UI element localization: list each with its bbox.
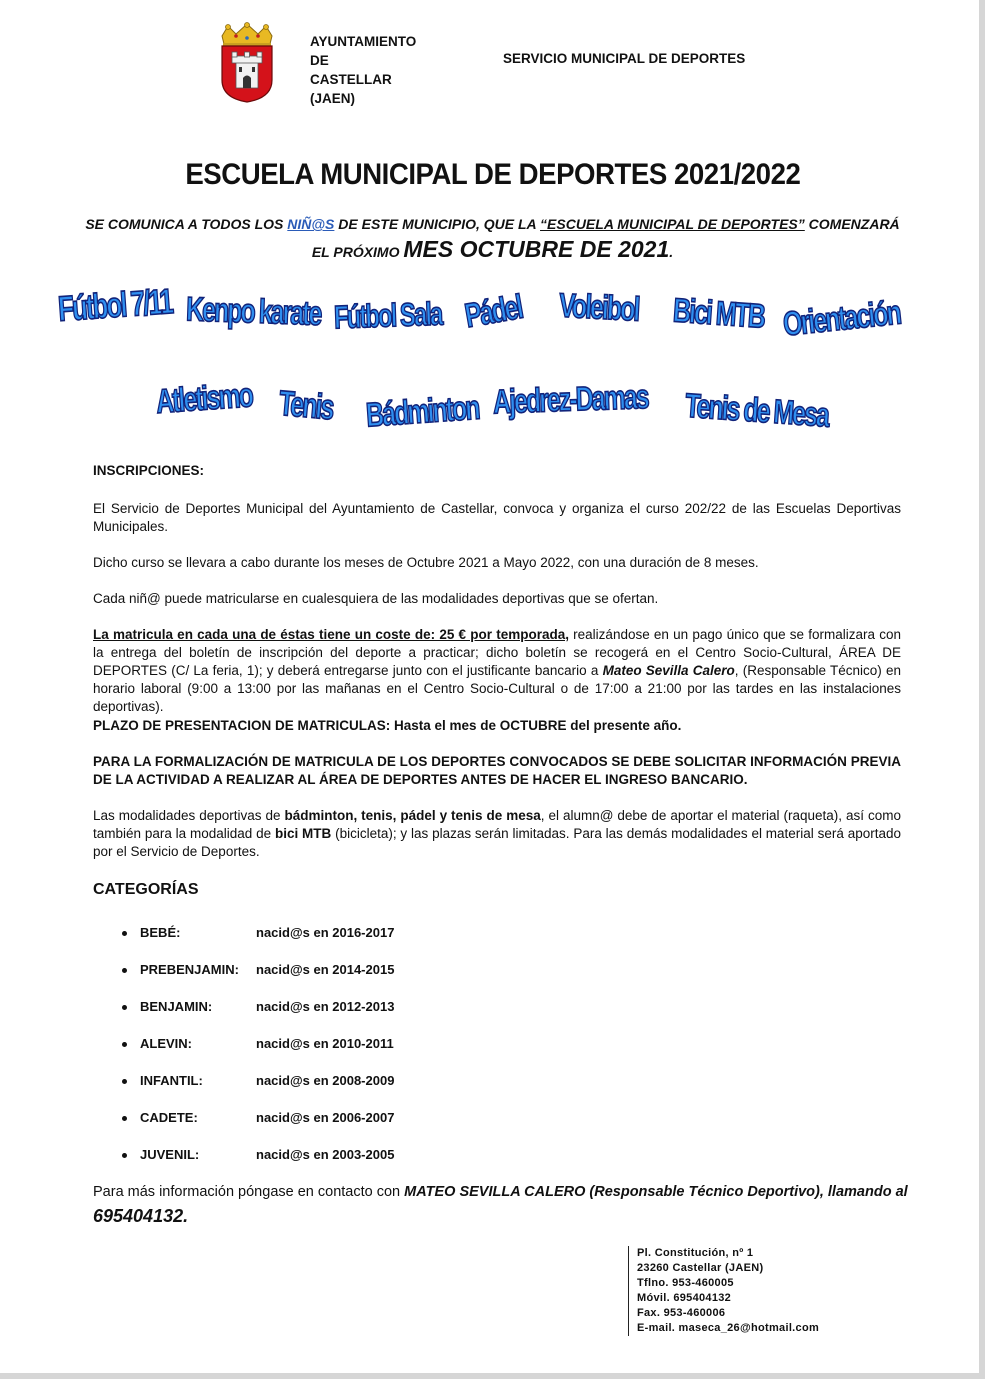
sport-ajedrez-damas: Ajedrez-Damas	[492, 378, 649, 422]
bullet-icon	[122, 1005, 127, 1010]
category-name: CADETE:	[140, 1110, 198, 1125]
category-name: PREBENJAMIN:	[140, 962, 239, 977]
inscriptions-paragraph-2: Dicho curso se llevara a cabo durante los meses de Octubre 2021 a Mayo 2022, con una duración de 8 meses.	[93, 555, 759, 570]
page-edge-bottom	[0, 1373, 985, 1379]
address-line: E-mail. maseca_26@hotmail.com	[637, 1322, 820, 1334]
organization-name	[310, 32, 416, 108]
material-text: (bicicleta); y las plazas serán limitadas. Para las demás modalidades el material será aportado por el Servicio de Deportes.	[93, 826, 901, 859]
material-paragraph	[93, 807, 901, 861]
document-title: ESCUELA MUNICIPAL DE DEPORTES 2021/2022	[185, 158, 801, 191]
contact-phone: 695404132.	[93, 1206, 189, 1226]
category-years: nacid@s en 2012-2013	[256, 999, 395, 1014]
address-line: Tflno. 953-460005	[637, 1277, 734, 1289]
org-line: CASTELLAR	[310, 72, 392, 87]
ninos-link: NIÑ@S	[287, 216, 335, 232]
inscriptions-paragraph-3: Cada niñ@ puede matricularse en cualesquiera de las modalidades deportivas que se ofertan.	[93, 591, 659, 606]
sport-orientacion: Orientación	[781, 293, 902, 344]
categories-heading: CATEGORÍAS	[93, 881, 199, 898]
address-line: Pl. Constitución, nº 1	[637, 1247, 754, 1259]
intro-text: SE COMUNICA A TODOS LOS	[85, 216, 288, 232]
contact-person: MATEO SEVILLA CALERO (Responsable Técnico Deportivo), llamando al	[404, 1184, 908, 1200]
bullet-icon	[122, 1116, 127, 1121]
category-name: BEBÉ:	[140, 925, 181, 940]
sport-tenis-de-mesa: Tenis de Mesa	[683, 386, 830, 435]
racket-sports: bádminton, tenis, pádel y tenis de mesa	[284, 808, 541, 823]
sport-tenis: Tenis	[277, 383, 335, 428]
address-line: 23260 Castellar (JAEN)	[637, 1262, 764, 1274]
intro-text: COMENZARÁ	[804, 216, 900, 232]
fee-highlight: La matricula en cada una de éstas tiene un coste de: 25 € por temporada,	[93, 627, 569, 642]
bullet-icon	[122, 1079, 127, 1084]
sport-badminton: Bádminton	[364, 389, 480, 435]
page-edge-right	[979, 0, 985, 1379]
category-years: nacid@s en 2010-2011	[256, 1036, 394, 1051]
sport-padel: Pádel	[462, 288, 525, 336]
bullet-icon	[122, 1042, 127, 1047]
category-name: INFANTIL:	[140, 1073, 203, 1088]
sport-futbol-sala: Fútbol Sala	[333, 296, 442, 337]
inscriptions-paragraph-1: El Servicio de Deportes Municipal del Ayuntamiento de Castellar, convoca y organiza el curso 202/22 de las Escuelas Deportivas Municipales.	[93, 501, 901, 534]
category-name: BENJAMIN:	[140, 999, 213, 1014]
bullet-icon	[122, 968, 127, 973]
sport-voleibol: Voleibol	[558, 286, 640, 329]
castellar-coat-of-arms-icon	[214, 22, 280, 104]
start-date: MES OCTUBRE DE 2021	[403, 236, 670, 262]
bullet-icon	[122, 931, 127, 936]
intro-line-1	[0, 216, 985, 232]
category-years: nacid@s en 2008-2009	[256, 1073, 395, 1088]
category-years: nacid@s en 2003-2005	[256, 1147, 395, 1162]
category-name: JUVENIL:	[140, 1147, 200, 1162]
sport-atletismo: Atletismo	[154, 376, 254, 422]
payment-notice: PARA LA FORMALIZACIÓN DE MATRICULA DE LOS DEPORTES CONVOCADOS SE DEBE SOLICITAR INFORMACIÓN PREVIA DE LA ACTIVIDAD A REALIZAR AL ÁREA DE DEPORTES ANTES DE HACER EL INGRESO BANCARIO.	[93, 754, 901, 787]
sport-futbol-7-11: Fútbol 7/11	[56, 280, 174, 329]
intro-text: DE ESTE MUNICIPIO, QUE LA	[334, 216, 541, 232]
category-name: ALEVIN:	[140, 1036, 192, 1051]
org-line: AYUNTAMIENTO	[310, 34, 417, 49]
intro-text: EL PRÓXIMO	[311, 244, 404, 260]
material-text: , el alumn@ debe de aportar el material (raqueta), así como también para la modalidad de	[93, 808, 901, 841]
category-years: nacid@s en 2016-2017	[256, 925, 395, 940]
address-line: Fax. 953-460006	[637, 1307, 726, 1319]
fee-paragraph	[93, 626, 901, 716]
contact-line	[93, 1184, 908, 1200]
org-line: DE	[310, 53, 329, 68]
school-name: “ESCUELA MUNICIPAL DE DEPORTES”	[540, 216, 805, 232]
deadline-notice: PLAZO DE PRESENTACION DE MATRICULAS: Hasta el mes de OCTUBRE del presente año.	[93, 718, 682, 733]
sport-bici-mtb: Bici MTB	[671, 291, 766, 336]
fee-text: realizándose en un pago único que se formalizara con la entrega del boletín de inscripción del deporte a practicar; dicho boletín se recogerá en el Centro Socio-Cultural, ÁREA DE DEPORTES (C/ La feria, 1); y deberá entregarse junto con el justificante bancario a	[93, 627, 901, 678]
address-block	[628, 1246, 977, 1336]
intro-line-2	[0, 236, 985, 263]
contact-lead: Para más información póngase en contacto con	[93, 1184, 405, 1200]
address-line: Móvil. 695404132	[637, 1292, 732, 1304]
category-years: nacid@s en 2006-2007	[256, 1110, 395, 1125]
bullet-icon	[122, 1153, 127, 1158]
material-text: Las modalidades deportivas de	[93, 808, 285, 823]
org-line: (JAEN)	[310, 91, 356, 106]
sport-kenpo-karate: Kenpo karate	[185, 290, 322, 334]
bike-sport: bici MTB	[274, 826, 332, 841]
service-name: SERVICIO MUNICIPAL DE DEPORTES	[503, 51, 746, 66]
intro-text: .	[669, 244, 674, 260]
category-years: nacid@s en 2014-2015	[256, 962, 395, 977]
inscriptions-heading: INSCRIPCIONES:	[93, 463, 205, 478]
responsible-name: Mateo Sevilla Calero	[602, 663, 735, 678]
fee-text: , (Responsable Técnico) en horario laboral (9:00 a 13:00 por las mañanas en el Centro Socio-Cultural o de 17:00 a 21:00 por las tardes en las instalaciones deportivas).	[93, 663, 901, 714]
